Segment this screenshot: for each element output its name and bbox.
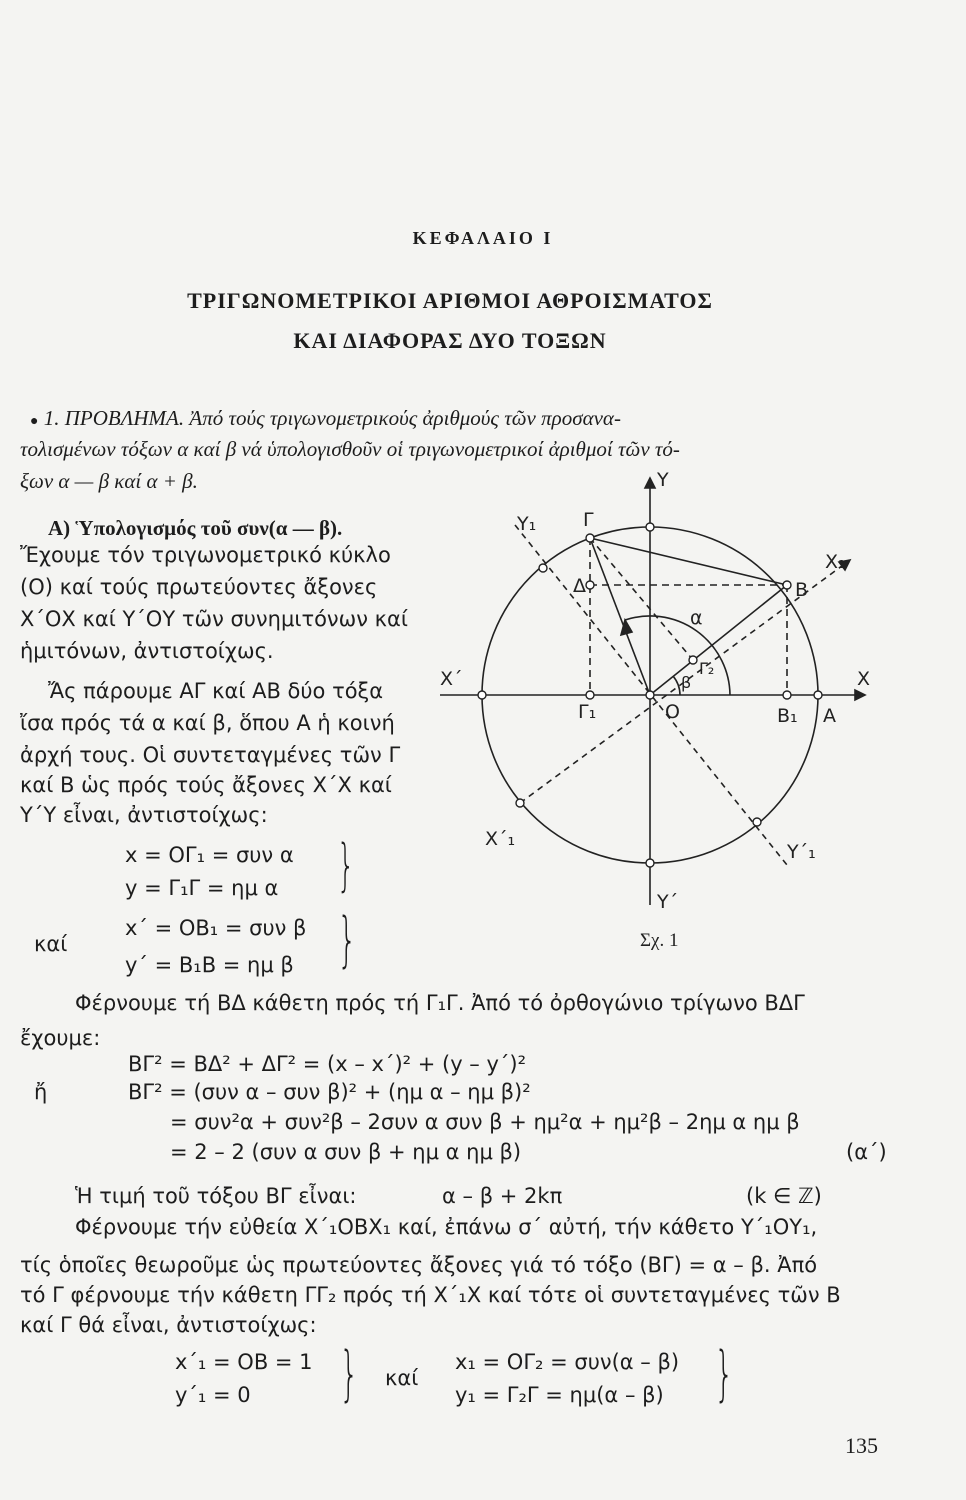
- label-A: A: [823, 705, 836, 727]
- label-Yp: Y΄: [657, 891, 679, 913]
- equation-2: ΒΓ² = (συν α – συν β)² + (ημ α – ημ β)²: [128, 1080, 531, 1104]
- arc-line: Ἡ τιμή τοῦ τόξου ΒΓ εἶναι:: [75, 1184, 357, 1208]
- bullet-icon: ●: [30, 414, 39, 429]
- label-G2: Γ₂: [699, 659, 715, 678]
- label-Xp: X΄: [440, 668, 463, 690]
- equation-3: = συν²α + συν²β – 2συν α συν β + ημ²α + ημ²β – 2ημ α ημ β: [170, 1110, 800, 1134]
- final-x1: x₁ = ΟΓ₂ = συν(α – β): [455, 1350, 680, 1374]
- arc-condition: (k ∈ ℤ): [746, 1184, 822, 1208]
- label-X: X: [857, 668, 871, 690]
- title-line-2: ΚΑΙ ΔΙΑΦΟΡΑΣ ΔΥΟ ΤΟΞΩΝ: [293, 328, 607, 353]
- coord-x: x = ΟΓ₁ = συν α: [125, 843, 294, 867]
- y-arrow: [645, 478, 655, 488]
- brace-2: }: [337, 905, 357, 975]
- segment-GB: [590, 538, 787, 585]
- label-X1p: X΄₁: [485, 828, 516, 850]
- label-beta: β: [681, 673, 692, 692]
- para3-line-4: καί Γ θά εἶναι, ἀντιστοίχως:: [20, 1313, 317, 1337]
- label-X1: X₁: [825, 551, 846, 573]
- final-y1p: y΄₁ = 0: [175, 1383, 251, 1407]
- equation-1: ΒΓ² = ΒΔ² + ΔΓ² = (x – x΄)² + (y – y΄)²: [128, 1052, 527, 1076]
- label-B1: B₁: [777, 705, 798, 727]
- final-y1: y₁ = Γ₂Γ = ημ(α – β): [455, 1383, 664, 1407]
- label-B: B: [795, 579, 809, 601]
- final-x1p: x΄₁ = ΟΒ = 1: [175, 1350, 313, 1374]
- label-D: Δ: [573, 575, 586, 597]
- label-a: α: [690, 607, 703, 629]
- final-kai: καί: [385, 1366, 419, 1390]
- para3-line-3: τό Γ φέρνουμε τήν κάθετη ΓΓ₂ πρός τή Χ΄₁Χ καί τότε οἱ συντεταγμένες τῶν Β: [20, 1283, 841, 1307]
- problem-text-1: Ἀπό τούς τριγωνομετρικούς ἀριθμούς τῶν προσανα-: [189, 406, 621, 430]
- para3-line-1: Φέρνουμε τήν εὐθεία Χ΄₁ΟΒΧ₁ καί, ἐπάνω σ΄ αὐτή, τήν κάθετο Υ΄₁ΟΥ₁,: [75, 1215, 818, 1239]
- label-Y: Y: [657, 470, 669, 491]
- para2-line-2: ἔχουμε:: [20, 1026, 101, 1050]
- para3-line-2: τίς ὁποῖες θεωροῦμε ὡς πρωτεύοντες ἄξονες γιά τό τόξο (ΒΓ) = α – β. Ἀπό: [20, 1253, 818, 1277]
- section-a-heading: Α) Ὑπολογισμός τοῦ συν(α — β).: [48, 516, 343, 540]
- chapter-heading: ΚΕΦΑΛΑΙΟ Ι: [412, 228, 554, 248]
- coord-xp: x΄ = ΟΒ₁ = συν β: [125, 916, 307, 940]
- label-Y1: Y₁: [517, 513, 537, 535]
- problem-line-3: ξων α — β καί α + β.: [20, 469, 198, 493]
- problem-number: 1. ΠΡΟΒΛΗΜΑ.: [43, 406, 185, 430]
- label-G: Γ: [583, 509, 594, 531]
- left-line-2: (Ο) καί τούς πρωτεύοντες ἄξονες: [20, 575, 378, 599]
- x-arrow: [855, 690, 865, 700]
- coord-y: y = Γ₁Γ = ημ α: [125, 876, 279, 900]
- problem-line-1: [30, 403, 621, 437]
- brace-4: }: [714, 1339, 734, 1409]
- left-line-4: ἡμιτόνων, ἀντιστοίχως.: [20, 639, 274, 663]
- brace-1: }: [336, 833, 355, 898]
- equation-4-tag: (α΄): [846, 1140, 887, 1164]
- title-line-1: ΤΡΙΓΩΝΟΜΕΤΡΙΚΟΙ ΑΡΙΘΜΟΙ ΑΘΡΟΙΣΜΑΤΟΣ: [187, 288, 713, 313]
- left-line-6: ἴσα πρός τά α καί β, ὅπου Α ἡ κοινή: [20, 711, 395, 735]
- figure-caption: Σχ. 1: [640, 930, 679, 951]
- unit-circle-figure: [435, 470, 895, 960]
- left-line-7: ἀρχή τους. Οἱ συντεταγμένες τῶν Γ: [20, 743, 401, 767]
- equation-4: = 2 – 2 (συν α συν β + ημ α ημ β): [170, 1140, 522, 1164]
- left-line-8: καί Β ὡς πρός τούς ἄξονες Χ΄Χ καί: [20, 773, 392, 797]
- eta-word: ἤ: [34, 1080, 48, 1104]
- label-Y1p: Y΄₁: [787, 841, 816, 863]
- problem-line-2: τολισμένων τόξων α καί β νά ὑπολογισθοῦν οἱ τριγωνομετρικοί ἀριθμοί τῶν τό-: [20, 437, 680, 461]
- coord-yp: y΄ = Β₁Β = ημ β: [125, 953, 294, 977]
- left-line-5: Ἄς πάρουμε ΑΓ καί ΑΒ δύο τόξα: [48, 679, 384, 703]
- label-G1: Γ₁: [578, 701, 597, 723]
- para2-line-1: Φέρνουμε τή ΒΔ κάθετη πρός τή Γ₁Γ. Ἀπό τό ὀρθογώνιο τρίγωνο ΒΔΓ: [75, 991, 805, 1015]
- brace-3: }: [339, 1339, 359, 1409]
- arc-beta: [673, 676, 680, 695]
- arc-value: α – β + 2kπ: [442, 1184, 563, 1208]
- segment-OB: [650, 585, 787, 695]
- coord-kai: καί: [34, 932, 68, 956]
- segment-GG2: [590, 538, 693, 660]
- label-O: O: [665, 701, 680, 723]
- left-line-1: Ἔχουμε τόν τριγωνομετρικό κύκλο: [20, 543, 391, 567]
- page-number: 135: [845, 1433, 878, 1458]
- left-line-9: Υ΄Υ εἶναι, ἀντιστοίχως:: [20, 803, 268, 827]
- left-line-3: Χ΄ΟΧ καί Υ΄ΟΥ τῶν συνημιτόνων καί: [20, 607, 408, 631]
